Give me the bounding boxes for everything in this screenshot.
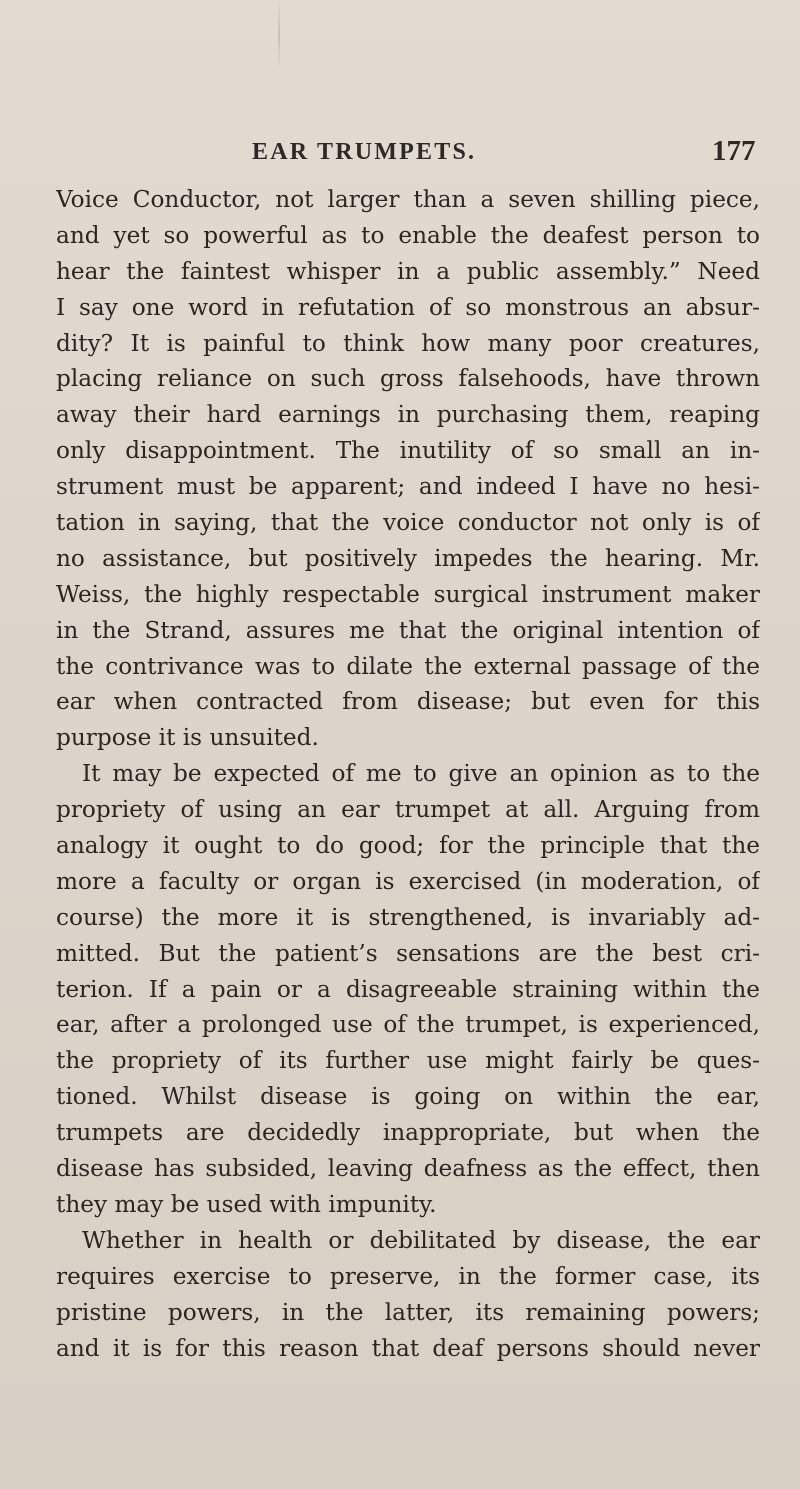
- text-line: more a faculty or organ is exercised (in moderation, of: [56, 867, 760, 895]
- text-line: the propriety of its further use might fairly be ques-: [56, 1047, 760, 1075]
- text-line: trumpets are decidedly inappropriate, but when the: [56, 1119, 760, 1147]
- text-line: tation in saying, that the voice conductor not only is of: [56, 509, 760, 537]
- paragraph-end-line: purpose it is unsuited.: [56, 724, 319, 752]
- text-line: analogy it ought to do good; for the principle that the: [56, 832, 760, 860]
- text-line: pristine powers, in the latter, its remaining powers;: [56, 1298, 760, 1326]
- text-line: requires exercise to preserve, in the former case, its: [56, 1262, 760, 1290]
- text-line: dity? It is painful to think how many poor creatures,: [56, 329, 760, 357]
- page-crease: [278, 0, 280, 70]
- paragraph-start-line: Whether in health or debilitated by disease, the ear: [82, 1226, 760, 1254]
- text-line: away their hard earnings in purchasing them, reaping: [56, 401, 760, 429]
- text-line: disease has subsided, leaving deafness as the effect, then: [56, 1155, 760, 1183]
- text-line: Weiss, the highly respectable surgical instrument maker: [56, 580, 760, 608]
- text-line: I say one word in refutation of so monstrous an absur-: [56, 293, 760, 321]
- text-line: the contrivance was to dilate the external passage of the: [56, 652, 760, 680]
- text-line: mitted. But the patient’s sensations are the best cri-: [56, 939, 760, 967]
- text-line: strument must be apparent; and indeed I have no hesi-: [56, 473, 760, 501]
- text-line: and yet so powerful as to enable the deafest person to: [56, 221, 760, 249]
- body-text: [56, 182, 760, 1366]
- page-header: [0, 135, 800, 175]
- text-line: ear when contracted from disease; but even for this: [56, 688, 760, 716]
- text-line: no assistance, but positively impedes the hearing. Mr.: [56, 544, 760, 572]
- text-line: Voice Conductor, not larger than a seven shilling piece,: [56, 186, 760, 213]
- text-line: ear, after a prolonged use of the trumpet, is experienced,: [56, 1011, 760, 1039]
- text-line: propriety of using an ear trumpet at all. Arguing from: [56, 796, 760, 824]
- text-line: tioned. Whilst disease is going on within the ear,: [56, 1083, 760, 1111]
- text-line: and it is for this reason that deaf persons should never: [56, 1334, 760, 1362]
- text-line: only disappointment. The inutility of so small an in-: [56, 437, 760, 465]
- paragraph-start-line: It may be expected of me to give an opinion as to the: [82, 760, 760, 788]
- text-line: hear the faintest whisper in a public assembly.” Need: [56, 257, 760, 285]
- paragraph-end-line: they may be used with impunity.: [56, 1190, 437, 1218]
- text-line: placing reliance on such gross falsehoods, have thrown: [56, 365, 760, 393]
- text-line: course) the more it is strengthened, is invariably ad-: [56, 903, 760, 931]
- running-head: EAR TRUMPETS.: [252, 139, 477, 165]
- text-line: terion. If a pain or a disagreeable straining within the: [56, 975, 760, 1003]
- page-number: 177: [712, 135, 756, 167]
- text-line: in the Strand, assures me that the original intention of: [56, 616, 760, 644]
